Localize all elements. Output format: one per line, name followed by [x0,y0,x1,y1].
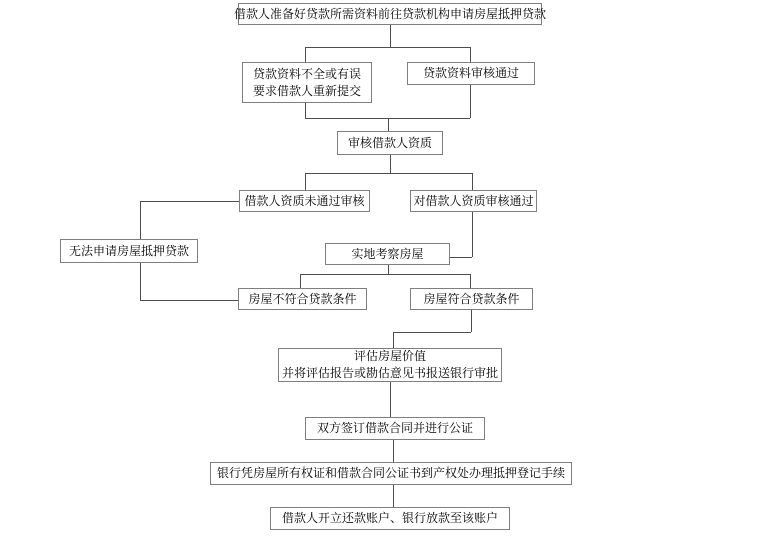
node-text: 借款人准备好贷款所需资料前往贷款机构申请房屋抵押贷款 [234,6,547,21]
connector-line [393,332,471,333]
node-text: 对借款人资质审核通过 [413,193,534,208]
connector-line [472,173,473,190]
flowchart-node-appraise-value [278,348,502,382]
connector-line [300,274,470,275]
connector-line [305,47,306,62]
node-text: 双方签订借款合同并进行公证 [316,421,473,435]
connector-line [300,274,301,288]
connector-line [140,300,238,301]
connector-line [390,155,391,173]
node-text: 房屋不符合贷款条件 [248,291,357,306]
connector-line [470,274,471,288]
connector-line [470,47,471,62]
connector-line [390,382,391,417]
connector-line [305,173,306,190]
node-text: 审核借款人资质 [347,135,432,150]
node-text: 评估房屋价值 [353,349,426,363]
flowchart-node-docs-incomplete [242,62,372,103]
node-text: 银行凭房屋所有权证和借款合同公证书到产权处办理抵押登记手续 [216,466,565,480]
flowchart-node-review-qualification [337,131,443,155]
node-text: 贷款资料不全或有误 [252,66,361,81]
connector-line [471,310,472,332]
connector-line [393,485,394,507]
flowchart-node-open-account-disburse [270,507,510,530]
node-text: 并将评估报告或勘估意见书报送银行审批 [281,366,498,380]
flowchart-node-docs-approved [407,62,535,85]
connector-line [388,265,389,274]
connector-line [388,118,389,131]
connector-line [472,212,473,257]
connector-line [393,440,394,462]
connector-line [470,85,471,118]
node-text: 要求借款人重新提交 [252,83,361,98]
flowchart-node-prepare-apply [234,3,547,25]
connector-line [305,173,472,174]
connector-line [140,201,239,202]
connector-line [390,25,391,47]
node-text: 房屋符合贷款条件 [423,291,520,306]
connector-line [140,263,141,300]
connector-line [305,103,306,118]
node-text: 借款人开立还款账户、银行放款至该账户 [281,511,498,525]
node-text: 借款人资质未通过审核 [244,193,365,208]
flowchart-node-sign-contract-notarize [305,417,485,440]
flowchart-node-house-not-qualified [238,288,367,310]
flowchart-node-qualification-failed [239,190,370,212]
connector-line [450,257,472,258]
connector-line [393,332,394,348]
node-text: 无法申请房屋抵押贷款 [68,243,189,258]
connector-line [305,47,470,48]
flowchart-node-qualification-passed [410,190,537,212]
flowchart-node-mortgage-registration [210,462,572,485]
flowchart-node-house-qualified [410,288,533,310]
flowchart-node-cannot-apply [60,239,198,263]
node-text: 实地考察房屋 [351,246,424,261]
connector-line [140,201,141,239]
flowchart-node-site-inspection [325,243,450,265]
node-text: 贷款资料审核通过 [422,66,519,80]
